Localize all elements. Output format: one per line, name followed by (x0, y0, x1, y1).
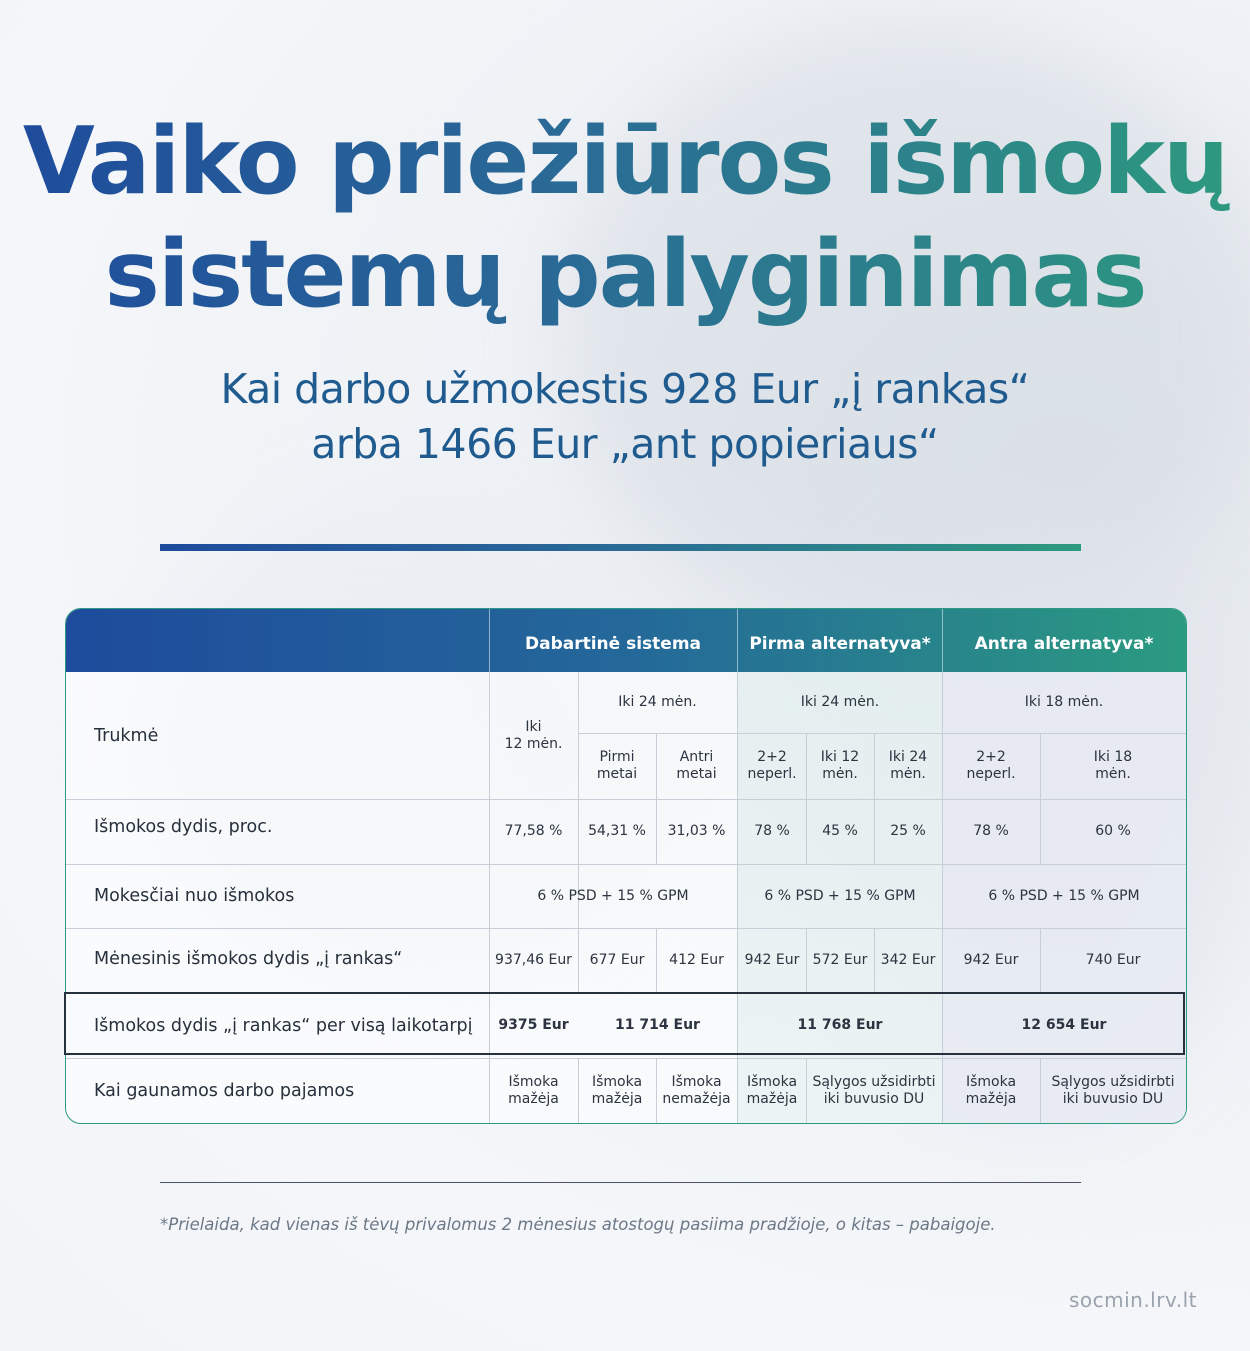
row-label-income: Kai gaunamos darbo pajamos (94, 1080, 355, 1101)
cell-monthly: 740 Eur (1085, 952, 1141, 968)
cell-income: Išmoka mažėja (746, 1073, 798, 1107)
cell-duration-alt1-c: Iki 24 mėn. (888, 749, 928, 782)
cell-income: Sąlygos užsidirbti iki buvusio DU (812, 1073, 936, 1107)
cell-percent: 25 % (890, 823, 926, 839)
cell-total-alt2: 12 654 Eur (1021, 1017, 1107, 1033)
title-line-1: Vaiko priežiūros išmokų (22, 107, 1228, 215)
header-alternative-2: Antra alternatyva* (974, 634, 1154, 654)
cell-income: Išmoka mažėja (965, 1073, 1017, 1107)
cell-percent: 31,03 % (667, 823, 726, 839)
row-label-total: Išmokos dydis „į rankas“ per visą laikotarpį (94, 1015, 473, 1036)
cell-monthly: 942 Eur (744, 952, 800, 968)
footnote: *Prielaida, kad vienas iš tėvų privalomus 2 mėnesius atostogų pasiima pradžioje, o kitas – pabaigoje. (160, 1215, 996, 1234)
cell-income: Sąlygos užsidirbti iki buvusio DU (1051, 1073, 1175, 1107)
cell-monthly: 412 Eur (669, 952, 724, 968)
cell-taxes-current: 6 % PSD + 15 % GPM (537, 887, 689, 904)
cell-total-cur-12: 9375 Eur (498, 1017, 569, 1033)
header-current-system: Dabartinė sistema (524, 634, 702, 654)
cell-taxes-alt1: 6 % PSD + 15 % GPM (764, 887, 916, 904)
cell-duration-cur-12: Iki 12 mėn. (504, 718, 563, 752)
page-title (0, 105, 1250, 331)
subtitle-line-1: Kai darbo užmokestis 928 Eur „į rankas“ (220, 365, 1030, 413)
cell-duration-alt1-b: Iki 12 mėn. (820, 749, 860, 782)
cell-monthly: 677 Eur (589, 952, 645, 968)
total-row-highlight (64, 992, 1185, 1055)
header-alternative-1: Pirma alternatyva* (749, 634, 931, 654)
row-label-duration: Trukmė (94, 725, 159, 746)
cell-duration-alt2-a: 2+2 neperl. (966, 749, 1016, 782)
cell-percent: 78 % (973, 823, 1009, 839)
cell-monthly: 572 Eur (812, 952, 868, 968)
cell-percent: 78 % (754, 823, 790, 839)
top-divider (160, 544, 1081, 551)
subtitle (0, 362, 1250, 472)
cell-duration-alt2-18: Iki 18 mėn. (1024, 694, 1104, 710)
cell-percent: 54,31 % (588, 823, 646, 839)
cell-duration-cur-y2: Antri metai (676, 749, 717, 782)
subtitle-line-2: arba 1466 Eur „ant popieriaus“ (311, 420, 939, 468)
cell-percent: 60 % (1095, 823, 1131, 839)
bottom-divider (160, 1182, 1081, 1183)
cell-duration-alt2-b: Iki 18 mėn. (1093, 749, 1133, 782)
cell-income: Išmoka mažėja (591, 1073, 643, 1107)
cell-income: Išmoka nemažėja (662, 1073, 731, 1107)
cell-duration-alt1-24: Iki 24 mėn. (800, 694, 880, 710)
cell-duration-alt1-a: 2+2 neperl. (747, 749, 797, 782)
cell-income: Išmoka mažėja (508, 1073, 559, 1107)
cell-total-cur-24: 11 714 Eur (615, 1017, 700, 1033)
title-line-2: sistemų palyginimas (104, 220, 1146, 328)
cell-monthly: 342 Eur (880, 952, 936, 968)
cell-taxes-alt2: 6 % PSD + 15 % GPM (988, 887, 1140, 904)
row-label-taxes: Mokesčiai nuo išmokos (94, 886, 295, 906)
row-label-monthly: Mėnesinis išmokos dydis „į rankas“ (94, 949, 403, 969)
cell-total-alt1: 11 768 Eur (797, 1017, 883, 1033)
cell-monthly: 937,46 Eur (495, 952, 572, 968)
table-header (66, 609, 1186, 672)
cell-duration-cur-24: Iki 24 mėn. (618, 694, 697, 710)
cell-duration-cur-y1: Pirmi metai (596, 749, 638, 782)
cell-percent: 77,58 % (504, 823, 563, 839)
site-url: socmin.lrv.lt (1068, 1288, 1197, 1312)
cell-percent: 45 % (822, 823, 858, 839)
cell-monthly: 942 Eur (963, 952, 1019, 968)
row-label-percent: Išmokos dydis, proc. (94, 817, 273, 837)
